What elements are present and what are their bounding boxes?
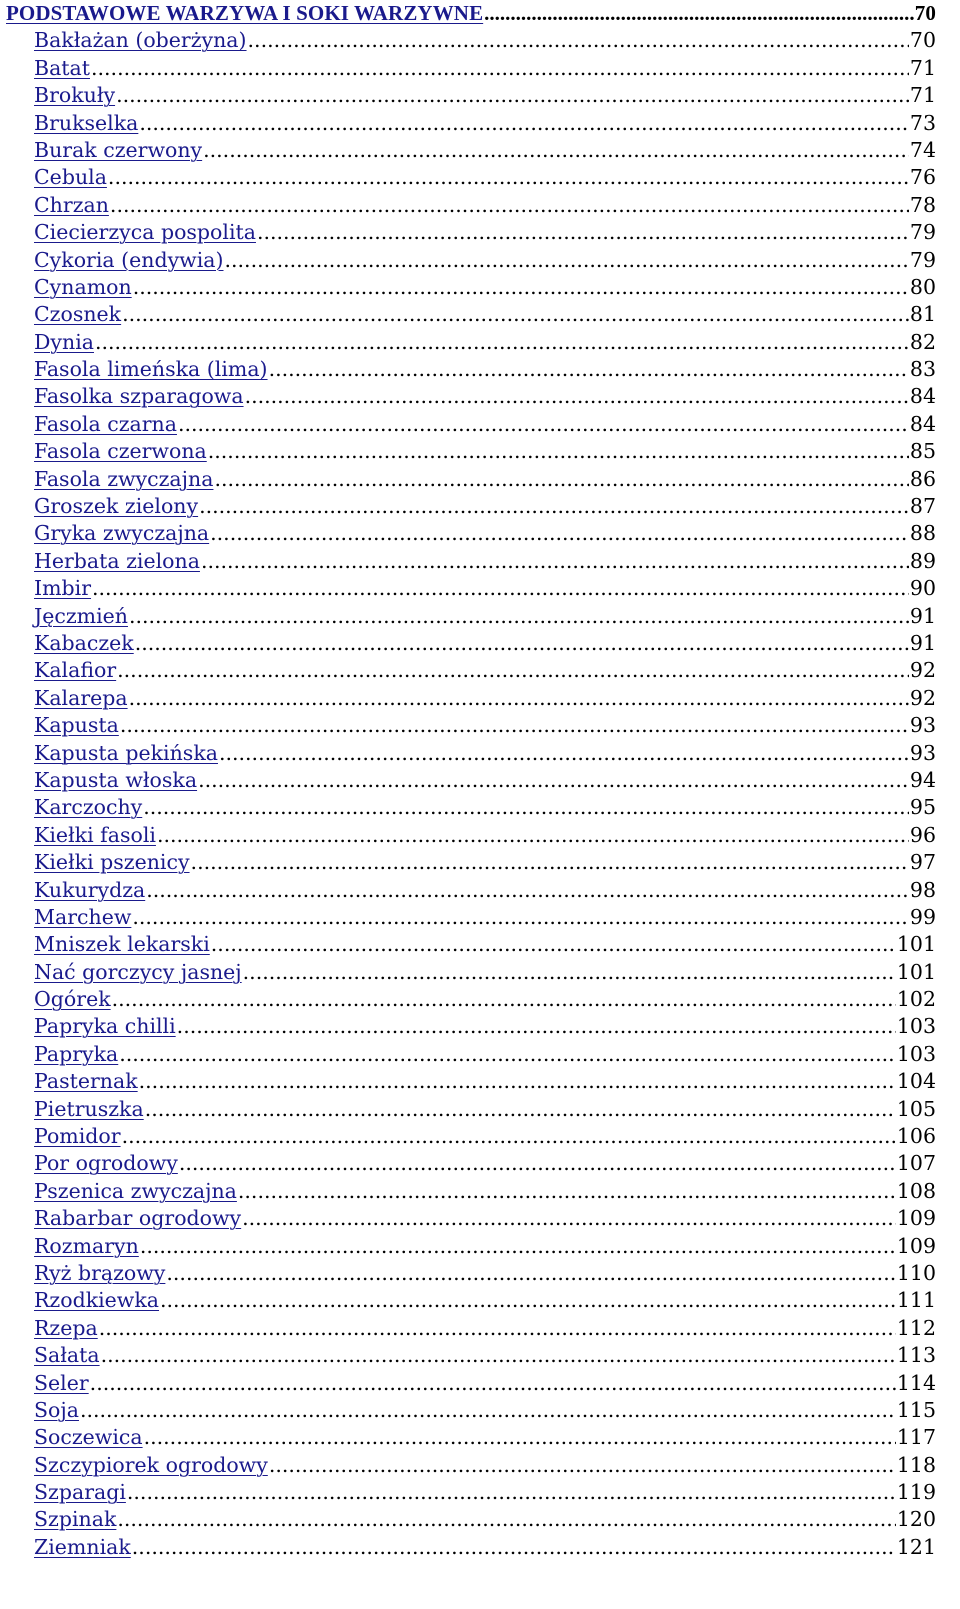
toc-entry[interactable] [6, 822, 936, 849]
toc-entry[interactable] [6, 1178, 936, 1205]
toc-entry-link[interactable]: Ciecierzyca pospolita [34, 220, 256, 245]
toc-entry-page-number: 105 [896, 1096, 936, 1121]
dot-leader [211, 931, 896, 958]
dot-leader [140, 1233, 896, 1260]
dot-leader [242, 1205, 896, 1232]
toc-entry[interactable] [6, 1397, 936, 1424]
toc-entry-page-number: 70 [909, 28, 936, 53]
dot-leader [144, 1424, 896, 1451]
toc-entry-link[interactable]: Dynia [34, 329, 94, 354]
toc-heading-row[interactable] [6, 0, 936, 27]
dot-leader [145, 1096, 896, 1123]
toc-entry[interactable] [6, 466, 936, 493]
toc-entry-page-number: 103 [896, 1014, 936, 1039]
toc-entry-page-number: 102 [896, 987, 936, 1012]
toc-entry-link[interactable]: Pasternak [34, 1069, 138, 1094]
toc-entry-link[interactable]: Karczochy [34, 795, 143, 820]
toc-entry[interactable] [6, 849, 936, 876]
toc-entry-page-number: 109 [896, 1233, 936, 1258]
dot-leader [90, 1370, 896, 1397]
dot-leader [146, 877, 909, 904]
dot-leader [133, 274, 909, 301]
toc-entry-page-number: 79 [909, 247, 936, 272]
dot-leader [135, 630, 909, 657]
dot-leader [225, 247, 909, 274]
dot-leader [117, 1506, 895, 1533]
toc-entry-page-number: 76 [909, 165, 936, 190]
dot-leader [248, 27, 909, 54]
toc-entry[interactable] [6, 657, 936, 684]
toc-entry[interactable] [6, 1041, 936, 1068]
dot-leader [119, 1041, 896, 1068]
dot-leader [243, 959, 896, 986]
toc-entry[interactable] [6, 740, 936, 767]
dot-leader [178, 411, 909, 438]
dot-leader [132, 904, 909, 931]
toc-entry-page-number: 89 [909, 548, 936, 573]
toc-entry-page-number: 94 [909, 767, 936, 792]
toc-entry-page-number: 115 [896, 1397, 936, 1422]
dot-leader [116, 82, 909, 109]
dot-leader [179, 1150, 896, 1177]
toc-entry-link[interactable]: Ziemniak [34, 1534, 131, 1559]
toc-entry-page-number: 95 [909, 795, 936, 820]
toc-entry-page-number: 109 [896, 1206, 936, 1231]
toc-entry-link[interactable]: Marchew [34, 904, 132, 929]
toc-entry-link[interactable]: Nać gorczycy jasnej [34, 959, 242, 984]
toc-entry[interactable] [6, 356, 936, 383]
toc-entry-link[interactable]: Soja [34, 1397, 79, 1422]
dot-leader [177, 1013, 896, 1040]
toc-entry-link[interactable]: Groszek zielony [34, 494, 199, 519]
toc-entry[interactable] [6, 274, 936, 301]
toc-entry[interactable] [6, 986, 936, 1013]
dot-leader [166, 1260, 895, 1287]
dot-leader [122, 1123, 896, 1150]
toc-entry-link[interactable]: Kalarepa [34, 685, 128, 710]
dot-leader [120, 712, 909, 739]
toc-entry[interactable] [6, 1370, 936, 1397]
toc-entry-page-number: 87 [909, 494, 936, 519]
dot-leader [143, 794, 909, 821]
toc-entry-link[interactable]: Fasola limeńska (lima) [34, 357, 268, 382]
toc-entry-link[interactable]: Rabarbar ogrodowy [34, 1206, 242, 1231]
toc-entry-page-number: 101 [896, 959, 936, 984]
dot-leader [157, 822, 909, 849]
toc-entry-link[interactable]: Brukselka [34, 110, 139, 135]
toc-entry[interactable] [6, 82, 936, 109]
toc-entry[interactable] [6, 438, 936, 465]
dot-leader [269, 1452, 896, 1479]
toc-entry-page-number: 113 [896, 1343, 936, 1368]
toc-entry-page-number: 117 [896, 1425, 936, 1450]
dot-leader [117, 657, 909, 684]
toc-entry-link[interactable]: Imbir [34, 576, 92, 601]
dot-leader [203, 137, 909, 164]
toc-entry-link[interactable]: Kapusta włoska [34, 767, 198, 792]
toc-entry-page-number: 85 [909, 439, 936, 464]
toc-entry[interactable] [6, 1150, 936, 1177]
toc-entry[interactable] [6, 877, 936, 904]
toc-entry[interactable] [6, 1534, 936, 1561]
toc-entry[interactable] [6, 1013, 936, 1040]
toc-entry-link[interactable]: Bakłażan (oberżyna) [34, 28, 247, 53]
toc-entry-link[interactable]: Kapusta [34, 713, 119, 738]
toc-entry-page-number: 121 [896, 1534, 936, 1559]
toc-entry[interactable] [6, 1287, 936, 1314]
toc-entry-link[interactable]: Herbata zielona [34, 548, 200, 573]
dot-leader [198, 767, 909, 794]
toc-entry-page-number: 99 [909, 904, 936, 929]
table-of-contents [6, 0, 936, 1561]
toc-entry[interactable] [6, 1424, 936, 1451]
dot-leader [238, 1178, 896, 1205]
toc-entry[interactable] [6, 301, 936, 328]
toc-entry-link[interactable]: Pietruszka [34, 1096, 144, 1121]
toc-entry-link[interactable]: Szczypiorek ogrodowy [34, 1452, 268, 1477]
toc-entry-link[interactable]: Burak czerwony [34, 137, 203, 162]
dot-leader [214, 466, 908, 493]
toc-entry[interactable] [6, 55, 936, 82]
toc-entry[interactable] [6, 247, 936, 274]
toc-entry-page-number: 92 [909, 685, 936, 710]
toc-entry-page-number: 83 [909, 357, 936, 382]
toc-entry-page-number: 71 [909, 83, 936, 108]
dot-leader [122, 301, 909, 328]
dot-leader [127, 1479, 896, 1506]
toc-entry-link[interactable]: Kukurydza [34, 877, 146, 902]
toc-entry-link[interactable]: Por ogrodowy [34, 1151, 178, 1176]
toc-entry-link[interactable]: Pszenica zwyczajna [34, 1178, 237, 1203]
toc-entry-link[interactable]: Soczewica [34, 1425, 143, 1450]
toc-entry[interactable] [6, 575, 936, 602]
toc-entry-link[interactable]: Pomidor [34, 1124, 121, 1149]
toc-entry-link[interactable]: Cynamon [34, 274, 132, 299]
toc-entry-page-number: 112 [896, 1315, 936, 1340]
toc-entry-page-number: 108 [896, 1178, 936, 1203]
dot-leader [201, 548, 909, 575]
toc-entry-link[interactable]: Kiełki fasoli [34, 822, 156, 847]
toc-entry[interactable] [6, 1342, 936, 1369]
toc-entry-page-number: 98 [909, 877, 936, 902]
toc-entry[interactable] [6, 630, 936, 657]
toc-entry-link[interactable]: Fasola czarna [34, 411, 177, 436]
toc-entry[interactable] [6, 383, 936, 410]
toc-entry[interactable] [6, 1452, 936, 1479]
toc-entry-page-number: 114 [896, 1370, 936, 1395]
toc-entry[interactable] [6, 1096, 936, 1123]
toc-entry[interactable] [6, 1260, 936, 1287]
toc-entry[interactable] [6, 219, 936, 246]
dot-leader [129, 603, 909, 630]
dot-leader [191, 849, 909, 876]
toc-entry-page-number: 84 [909, 411, 936, 436]
toc-entry-page-number: 79 [909, 220, 936, 245]
toc-entry-link[interactable]: Brokuły [34, 83, 116, 108]
dot-leader [101, 1342, 896, 1369]
toc-entry-page-number: 91 [909, 603, 936, 628]
toc-entry[interactable] [6, 137, 936, 164]
toc-entry-link[interactable]: Szpinak [34, 1507, 117, 1532]
toc-entry-link[interactable]: Ogórek [34, 987, 111, 1012]
toc-entry[interactable] [6, 164, 936, 191]
toc-entry[interactable] [6, 520, 936, 547]
toc-entry-link[interactable]: Rozmaryn [34, 1233, 139, 1258]
toc-entry-page-number: 103 [896, 1041, 936, 1066]
toc-entry-link[interactable]: Papryka [34, 1041, 119, 1066]
dot-leader [199, 493, 909, 520]
toc-entry-page-number: 84 [909, 384, 936, 409]
dot-leader [219, 740, 909, 767]
toc-entry[interactable] [6, 1479, 936, 1506]
toc-entry[interactable] [6, 712, 936, 739]
toc-entry-page-number: 88 [909, 521, 936, 546]
toc-entry-link[interactable]: Rzodkiewka [34, 1288, 160, 1313]
toc-entry-page-number: 90 [909, 576, 936, 601]
toc-entry-page-number: 111 [896, 1288, 936, 1313]
dot-leader [95, 329, 909, 356]
dot-leader [269, 356, 909, 383]
toc-entry-link[interactable]: Jęczmień [34, 603, 128, 628]
toc-entry-link[interactable]: Gryka zwyczajna [34, 521, 210, 546]
toc-entry-page-number: 74 [909, 137, 936, 162]
toc-entry-link[interactable]: Fasolka szparagowa [34, 384, 244, 409]
toc-entry-link[interactable]: Ryż brązowy [34, 1260, 166, 1285]
toc-entry-page-number: 93 [909, 740, 936, 765]
dot-leader [108, 164, 909, 191]
toc-entry-link[interactable]: Cebula [34, 165, 107, 190]
dot-leader [129, 685, 909, 712]
toc-entry[interactable] [6, 685, 936, 712]
toc-heading-link[interactable]: PODSTAWOWE WARZYWA I SOKI WARZYWNE [6, 1, 484, 25]
dot-leader [160, 1287, 896, 1314]
toc-entry[interactable] [6, 904, 936, 931]
toc-entry[interactable] [6, 959, 936, 986]
toc-entry-page-number: 110 [896, 1260, 936, 1285]
toc-entry[interactable] [6, 1205, 936, 1232]
toc-entry[interactable] [6, 110, 936, 137]
toc-entry-page-number: 119 [896, 1480, 936, 1505]
toc-entry-page-number: 104 [896, 1069, 936, 1094]
toc-entry-page-number: 120 [896, 1507, 936, 1532]
toc-entry[interactable] [6, 767, 936, 794]
toc-entry-link[interactable]: Rzepa [34, 1315, 98, 1340]
toc-heading-page-number: 70 [914, 1, 936, 25]
toc-entry-page-number: 96 [909, 822, 936, 847]
toc-entry[interactable] [6, 1068, 936, 1095]
toc-entry-link[interactable]: Fasola czerwona [34, 439, 207, 464]
toc-entry[interactable] [6, 411, 936, 438]
toc-entry-page-number: 86 [909, 466, 936, 491]
toc-entry-page-number: 81 [909, 302, 936, 327]
toc-entry-page-number: 118 [896, 1452, 936, 1477]
dot-leader [245, 383, 909, 410]
dot-leader [91, 55, 909, 82]
toc-entry-link[interactable]: Mniszek lekarski [34, 932, 210, 957]
toc-entry[interactable] [6, 192, 936, 219]
toc-entry[interactable] [6, 493, 936, 520]
toc-entry-link[interactable]: Szparagi [34, 1480, 126, 1505]
dot-leader [210, 520, 909, 547]
dot-leader [139, 1068, 896, 1095]
toc-entry-link[interactable]: Kabaczek [34, 630, 134, 655]
toc-entry[interactable] [6, 548, 936, 575]
toc-entry-link[interactable]: Kalafior [34, 658, 117, 683]
dot-leader [257, 219, 909, 246]
toc-entry-link[interactable]: Kiełki pszenicy [34, 850, 190, 875]
toc-entry-page-number: 71 [909, 55, 936, 80]
toc-entry-link[interactable]: Batat [34, 55, 90, 80]
toc-entry-link[interactable]: Cykoria (endywia) [34, 247, 224, 272]
toc-entry[interactable] [6, 603, 936, 630]
toc-entry-link[interactable]: Papryka chilli [34, 1014, 176, 1039]
toc-entry[interactable] [6, 329, 936, 356]
dot-leader [484, 0, 914, 27]
toc-entry[interactable] [6, 931, 936, 958]
toc-entry-page-number: 106 [896, 1124, 936, 1149]
dot-leader [208, 438, 909, 465]
dot-leader [132, 1534, 896, 1561]
dot-leader [110, 192, 909, 219]
toc-entry-link[interactable]: Czosnek [34, 302, 122, 327]
toc-entry-page-number: 73 [909, 110, 936, 135]
toc-entry-page-number: 78 [909, 192, 936, 217]
toc-entry-list [6, 27, 936, 1561]
toc-entry[interactable] [6, 1315, 936, 1342]
toc-entry-page-number: 80 [909, 274, 936, 299]
toc-entry-link[interactable]: Kapusta pekińska [34, 740, 218, 765]
toc-entry-link[interactable]: Sałata [34, 1343, 100, 1368]
dot-leader [80, 1397, 896, 1424]
toc-entry[interactable] [6, 1233, 936, 1260]
toc-entry-page-number: 93 [909, 713, 936, 738]
toc-entry-page-number: 97 [909, 850, 936, 875]
toc-entry-page-number: 91 [909, 630, 936, 655]
toc-entry[interactable] [6, 1506, 936, 1533]
dot-leader [112, 986, 896, 1013]
toc-entry[interactable] [6, 1123, 936, 1150]
toc-entry[interactable] [6, 794, 936, 821]
dot-leader [99, 1315, 896, 1342]
toc-entry[interactable] [6, 27, 936, 54]
toc-entry-page-number: 92 [909, 658, 936, 683]
toc-entry-link[interactable]: Seler [34, 1370, 89, 1395]
dot-leader [92, 575, 909, 602]
toc-entry-page-number: 82 [909, 329, 936, 354]
toc-entry-link[interactable]: Fasola zwyczajna [34, 466, 214, 491]
toc-entry-page-number: 101 [896, 932, 936, 957]
dot-leader [139, 110, 909, 137]
toc-entry-page-number: 107 [896, 1151, 936, 1176]
toc-entry-link[interactable]: Chrzan [34, 192, 109, 217]
